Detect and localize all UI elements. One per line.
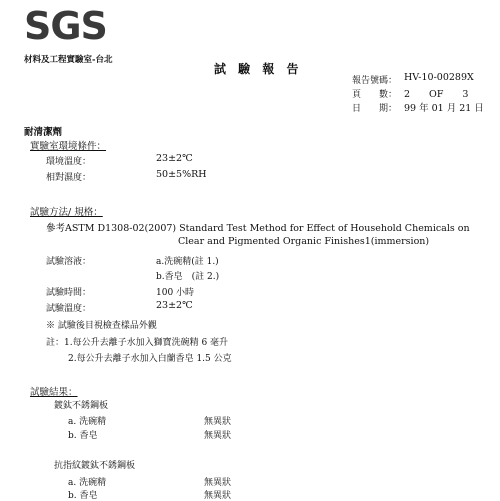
page-count: 2 OF 3 [404,89,469,100]
inspection-note: ※ 試驗後目視檢查樣品外觀 [46,321,157,331]
result-group-2-item-b-result: 無異狀 [204,491,232,501]
report-title: 試 驗 報 告 [214,62,303,76]
lab-name: 材料及工程實驗室-台北 [24,55,113,65]
env-temp-value: 23±2℃ [156,153,193,164]
result-group-2-item-b: b. 香皂 [68,491,98,501]
result-group-1-item-a: a. 洗碗精 [68,417,107,427]
footnote-1: 註：1.每公升去離子水加入獅寶洗碗精 6 毫升 [46,338,229,348]
result-group-1-item-a-result: 無異狀 [204,417,232,427]
result-group-1-item-b-result: 無異狀 [204,431,232,441]
test-temp-value: 23±2℃ [156,300,193,311]
results-heading: 試驗結果： [30,387,78,398]
env-heading: 實驗室環境條件： [30,141,107,152]
result-group-1-title: 鍍鈦不銹鋼板 [54,401,109,411]
result-group-1-item-b: b. 香皂 [68,431,98,441]
result-group-2-item-a-result: 無異狀 [204,478,232,488]
test-time-label: 試驗時間： [46,288,92,298]
solution-b: b.香皂 (註 2.) [156,272,220,282]
report-date: 99 年 01 月 21 日 [404,103,484,114]
date-label: 日 期： [352,104,398,114]
report-number: HV-10-00289X [404,72,474,83]
result-group-2-title: 抗指紋鍍鈦不銹鋼板 [54,461,136,471]
footnote-2: 2.每公升去離子水加入白蘭香皂 1.5 公克 [68,354,232,364]
method-line-1: 參考ASTM D1308-02(2007) Standard Test Method for Effect of Household Chemicals on [46,223,470,234]
test-time-value: 100 小時 [156,288,195,298]
method-line-2: Clear and Pigmented Organic Finishes1(immersion) [178,236,430,247]
method-heading: 試驗方法/ 規格： [30,207,103,218]
page-count-label: 頁 數： [352,90,398,100]
test-temp-label: 試驗溫度： [46,304,92,314]
report-number-label: 報告號碼： [352,76,398,86]
env-humidity-value: 50±5%RH [156,169,207,180]
env-humidity-label: 相對濕度： [46,173,92,183]
solution-a: a.洗碗精(註 1.) [156,257,219,267]
sgs-logo: SGS [24,4,107,48]
sample-name: 耐清潔劑 [24,127,63,138]
result-group-2-item-a: a. 洗碗精 [68,478,107,488]
solution-label: 試驗溶液： [46,257,92,267]
env-temp-label: 環境溫度： [46,157,92,167]
